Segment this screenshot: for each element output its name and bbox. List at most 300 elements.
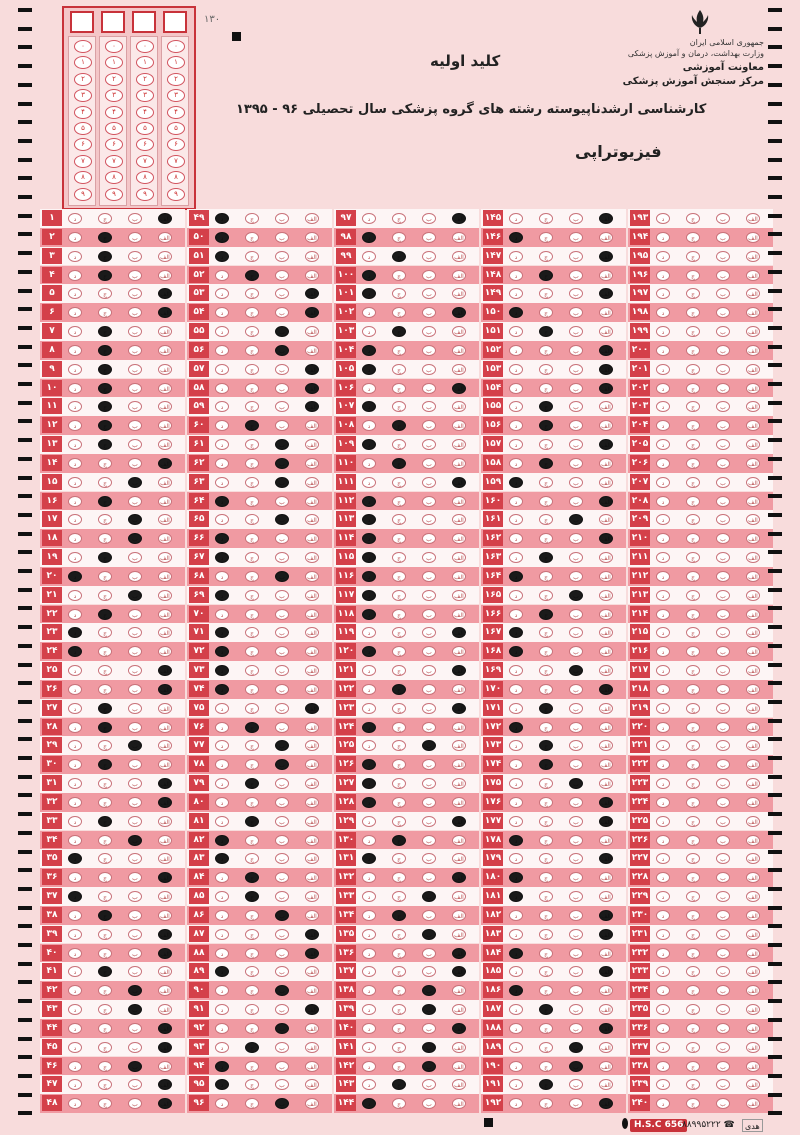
answer-bubble[interactable]: ج [98,514,112,525]
answer-bubble[interactable]: ج [392,552,406,563]
answer-bubble[interactable]: د [362,665,376,676]
answer-bubble[interactable]: د [509,270,523,281]
answer-bubble[interactable]: الف [305,853,319,864]
answer-bubble[interactable]: د [509,458,523,469]
answer-bubble[interactable]: الف [158,533,172,544]
answer-bubble[interactable]: الف [305,684,319,695]
answer-bubble[interactable]: ب [569,853,583,864]
answer-bubble[interactable]: ب [275,646,289,657]
answer-bubble[interactable]: الف [158,646,172,657]
answer-bubble[interactable]: د [656,401,670,412]
answer-bubble[interactable]: ج [392,759,406,770]
code-digit-bubble[interactable]: ۴ [105,106,123,119]
answer-bubble[interactable]: ج [539,872,553,883]
answer-bubble[interactable]: ج [539,835,553,846]
answer-bubble[interactable]: الف [305,213,319,224]
answer-bubble[interactable]: د [68,552,82,563]
answer-bubble[interactable]: ج [245,684,259,695]
answer-bubble[interactable]: الف [599,514,613,525]
answer-bubble[interactable]: الف [452,420,466,431]
answer-bubble[interactable]: د [509,703,523,714]
code-digit-bubble[interactable]: ۶ [167,138,185,151]
answer-bubble[interactable]: د [68,288,82,299]
answer-bubble[interactable]: ب [569,627,583,638]
answer-bubble[interactable]: ب [128,948,142,959]
code-digit-bubble[interactable]: ۳ [167,89,185,102]
answer-bubble[interactable]: د [656,213,670,224]
answer-bubble[interactable]: ج [392,966,406,977]
answer-bubble[interactable]: ب [569,552,583,563]
answer-bubble[interactable]: د [656,1004,670,1015]
code-digit-bubble[interactable]: ۲ [105,73,123,86]
answer-bubble[interactable]: د [509,496,523,507]
answer-bubble[interactable]: ب [275,571,289,582]
answer-bubble[interactable]: ب [422,477,436,488]
answer-bubble[interactable]: ب [422,571,436,582]
answer-bubble[interactable]: د [215,345,229,356]
answer-bubble[interactable]: ب [716,213,730,224]
answer-bubble[interactable]: الف [305,458,319,469]
answer-bubble[interactable]: د [656,609,670,620]
answer-bubble[interactable]: د [656,288,670,299]
answer-bubble[interactable]: ج [98,533,112,544]
answer-bubble[interactable]: ج [686,533,700,544]
answer-bubble[interactable]: ج [245,401,259,412]
answer-bubble[interactable]: د [509,929,523,940]
answer-bubble[interactable]: ب [128,627,142,638]
answer-bubble[interactable]: ب [569,778,583,789]
answer-bubble[interactable]: ب [716,1061,730,1072]
answer-bubble[interactable]: الف [305,948,319,959]
answer-bubble[interactable]: ج [539,383,553,394]
answer-bubble[interactable]: د [362,364,376,375]
answer-bubble[interactable]: الف [746,383,760,394]
answer-bubble[interactable]: ب [716,477,730,488]
answer-bubble[interactable]: ج [98,797,112,808]
answer-bubble[interactable]: الف [305,383,319,394]
answer-bubble[interactable]: ب [569,364,583,375]
answer-bubble[interactable]: ب [716,703,730,714]
answer-bubble[interactable]: د [656,816,670,827]
answer-bubble[interactable]: ج [686,609,700,620]
answer-bubble[interactable]: ب [128,213,142,224]
answer-bubble[interactable]: د [509,326,523,337]
answer-bubble[interactable]: ب [716,1042,730,1053]
answer-bubble[interactable]: د [362,571,376,582]
answer-bubble[interactable]: ب [569,1042,583,1053]
answer-bubble[interactable]: الف [305,1061,319,1072]
answer-bubble[interactable]: ب [275,383,289,394]
answer-bubble[interactable]: ج [392,609,406,620]
answer-bubble[interactable]: د [509,232,523,243]
answer-bubble[interactable]: ج [392,514,406,525]
answer-bubble[interactable]: د [656,439,670,450]
code-digit-bubble[interactable]: ۰ [136,40,154,53]
answer-bubble[interactable]: د [656,571,670,582]
answer-bubble[interactable]: د [68,797,82,808]
answer-bubble[interactable]: ب [128,759,142,770]
answer-bubble[interactable]: د [656,552,670,563]
answer-bubble[interactable]: ب [422,985,436,996]
answer-bubble[interactable]: ج [245,496,259,507]
answer-bubble[interactable]: ب [716,740,730,751]
answer-bubble[interactable]: ج [98,307,112,318]
answer-bubble[interactable]: د [215,703,229,714]
answer-bubble[interactable]: د [362,816,376,827]
answer-bubble[interactable]: ب [275,1079,289,1090]
answer-bubble[interactable]: د [68,816,82,827]
answer-bubble[interactable]: ج [539,797,553,808]
answer-bubble[interactable]: ب [569,496,583,507]
answer-bubble[interactable]: الف [158,213,172,224]
answer-bubble[interactable]: د [215,496,229,507]
answer-bubble[interactable]: ب [275,270,289,281]
answer-bubble[interactable]: د [362,910,376,921]
answer-bubble[interactable]: ج [245,514,259,525]
answer-bubble[interactable]: د [68,270,82,281]
answer-bubble[interactable]: ب [716,514,730,525]
answer-bubble[interactable]: ب [569,477,583,488]
answer-bubble[interactable]: ب [275,345,289,356]
answer-bubble[interactable]: ب [569,1023,583,1034]
answer-bubble[interactable]: الف [452,609,466,620]
answer-bubble[interactable]: د [656,1042,670,1053]
answer-bubble[interactable]: ج [245,891,259,902]
answer-bubble[interactable]: الف [305,910,319,921]
answer-bubble[interactable]: ج [98,722,112,733]
answer-bubble[interactable]: الف [599,552,613,563]
answer-bubble[interactable]: ج [686,1042,700,1053]
answer-bubble[interactable]: ج [245,364,259,375]
answer-bubble[interactable]: الف [158,1079,172,1090]
answer-bubble[interactable]: ب [275,1061,289,1072]
answer-bubble[interactable]: ج [539,948,553,959]
answer-bubble[interactable]: الف [305,609,319,620]
answer-bubble[interactable]: د [215,552,229,563]
answer-bubble[interactable]: ج [686,929,700,940]
code-digit-bubble[interactable]: ۳ [136,89,154,102]
answer-bubble[interactable]: الف [746,552,760,563]
answer-bubble[interactable]: الف [305,646,319,657]
answer-bubble[interactable]: ب [275,213,289,224]
answer-bubble[interactable]: الف [452,891,466,902]
code-digit-bubble[interactable]: ۹ [136,188,154,201]
answer-bubble[interactable]: ب [422,232,436,243]
answer-bubble[interactable]: ب [422,797,436,808]
answer-bubble[interactable]: ب [569,533,583,544]
answer-bubble[interactable]: د [215,797,229,808]
answer-bubble[interactable]: الف [452,232,466,243]
answer-bubble[interactable]: ب [716,496,730,507]
answer-bubble[interactable]: د [656,872,670,883]
answer-bubble[interactable]: د [656,759,670,770]
answer-bubble[interactable]: ج [539,345,553,356]
answer-bubble[interactable]: ج [539,759,553,770]
answer-bubble[interactable]: ج [539,891,553,902]
answer-bubble[interactable]: الف [305,232,319,243]
answer-bubble[interactable]: الف [305,985,319,996]
answer-bubble[interactable]: الف [158,740,172,751]
answer-bubble[interactable]: الف [599,966,613,977]
answer-bubble[interactable]: د [656,514,670,525]
answer-bubble[interactable]: د [362,590,376,601]
answer-bubble[interactable]: الف [599,251,613,262]
answer-bubble[interactable]: د [656,533,670,544]
code-digit-bubble[interactable]: ۱ [167,56,185,69]
answer-bubble[interactable]: ج [392,345,406,356]
answer-bubble[interactable]: ب [275,514,289,525]
answer-bubble[interactable]: ب [275,910,289,921]
answer-bubble[interactable]: ج [686,646,700,657]
answer-bubble[interactable]: د [68,835,82,846]
answer-bubble[interactable]: ج [98,948,112,959]
answer-bubble[interactable]: ب [716,307,730,318]
answer-bubble[interactable]: ب [128,288,142,299]
answer-bubble[interactable]: الف [452,1061,466,1072]
answer-bubble[interactable]: ب [422,646,436,657]
answer-bubble[interactable]: ب [422,496,436,507]
answer-bubble[interactable]: ب [422,326,436,337]
answer-bubble[interactable]: ب [275,929,289,940]
answer-bubble[interactable]: د [215,910,229,921]
answer-bubble[interactable]: الف [746,684,760,695]
answer-bubble[interactable]: ج [539,722,553,733]
answer-bubble[interactable]: ج [686,458,700,469]
answer-bubble[interactable]: ج [245,797,259,808]
answer-bubble[interactable]: ب [716,778,730,789]
answer-bubble[interactable]: ج [392,929,406,940]
answer-bubble[interactable]: ج [392,722,406,733]
answer-bubble[interactable]: د [509,665,523,676]
code-digit-box[interactable] [101,11,125,33]
answer-bubble[interactable]: الف [599,533,613,544]
answer-bubble[interactable]: د [68,684,82,695]
answer-bubble[interactable]: الف [599,1023,613,1034]
answer-bubble[interactable]: د [362,1079,376,1090]
answer-bubble[interactable]: ج [686,759,700,770]
answer-bubble[interactable]: ج [392,213,406,224]
answer-bubble[interactable]: الف [599,703,613,714]
answer-bubble[interactable]: د [68,627,82,638]
answer-bubble[interactable]: ب [569,232,583,243]
answer-bubble[interactable]: د [215,439,229,450]
answer-bubble[interactable]: د [68,1098,82,1109]
answer-bubble[interactable]: ب [422,307,436,318]
answer-bubble[interactable]: الف [158,872,172,883]
answer-bubble[interactable]: د [362,703,376,714]
code-digit-bubble[interactable]: ۰ [167,40,185,53]
code-digit-bubble[interactable]: ۸ [74,171,92,184]
answer-bubble[interactable]: الف [746,307,760,318]
answer-bubble[interactable]: ب [569,665,583,676]
answer-bubble[interactable]: د [362,552,376,563]
answer-bubble[interactable]: الف [305,1098,319,1109]
answer-bubble[interactable]: الف [599,778,613,789]
answer-bubble[interactable]: الف [746,533,760,544]
answer-bubble[interactable]: ج [98,665,112,676]
answer-bubble[interactable]: ب [422,213,436,224]
answer-bubble[interactable]: ج [98,609,112,620]
answer-bubble[interactable]: الف [452,477,466,488]
answer-bubble[interactable]: ج [392,288,406,299]
answer-bubble[interactable]: د [215,571,229,582]
answer-bubble[interactable]: ج [539,703,553,714]
answer-bubble[interactable]: ج [392,533,406,544]
answer-bubble[interactable]: الف [158,477,172,488]
answer-bubble[interactable]: ج [245,326,259,337]
answer-bubble[interactable]: ب [716,816,730,827]
answer-bubble[interactable]: الف [452,816,466,827]
answer-bubble[interactable]: الف [305,703,319,714]
answer-bubble[interactable]: ب [716,929,730,940]
answer-bubble[interactable]: ج [98,552,112,563]
answer-bubble[interactable]: الف [158,345,172,356]
answer-bubble[interactable]: د [68,1004,82,1015]
answer-bubble[interactable]: د [509,778,523,789]
answer-bubble[interactable]: د [509,985,523,996]
answer-bubble[interactable]: ب [275,458,289,469]
answer-bubble[interactable]: الف [746,740,760,751]
answer-bubble[interactable]: الف [746,797,760,808]
answer-bubble[interactable]: د [509,684,523,695]
answer-bubble[interactable]: د [656,345,670,356]
answer-bubble[interactable]: الف [305,966,319,977]
answer-bubble[interactable]: د [509,571,523,582]
answer-bubble[interactable]: د [215,627,229,638]
answer-bubble[interactable]: ج [98,966,112,977]
answer-bubble[interactable]: ب [422,929,436,940]
answer-bubble[interactable]: الف [452,590,466,601]
answer-bubble[interactable]: الف [452,496,466,507]
answer-bubble[interactable]: الف [305,797,319,808]
answer-bubble[interactable]: د [68,966,82,977]
answer-bubble[interactable]: د [656,627,670,638]
answer-bubble[interactable]: ب [716,345,730,356]
answer-bubble[interactable]: الف [305,722,319,733]
answer-bubble[interactable]: ب [422,759,436,770]
answer-bubble[interactable]: الف [452,1042,466,1053]
answer-bubble[interactable]: د [68,703,82,714]
answer-bubble[interactable]: ب [275,1004,289,1015]
answer-bubble[interactable]: ج [245,703,259,714]
answer-bubble[interactable]: ج [686,514,700,525]
answer-bubble[interactable]: د [68,665,82,676]
answer-bubble[interactable]: ج [392,270,406,281]
answer-bubble[interactable]: الف [158,590,172,601]
answer-bubble[interactable]: الف [452,213,466,224]
answer-bubble[interactable]: د [362,966,376,977]
answer-bubble[interactable]: الف [158,307,172,318]
answer-bubble[interactable]: د [362,439,376,450]
answer-bubble[interactable]: الف [305,477,319,488]
answer-bubble[interactable]: الف [746,420,760,431]
answer-bubble[interactable]: الف [305,288,319,299]
code-digit-bubble[interactable]: ۲ [136,73,154,86]
answer-bubble[interactable]: ج [686,288,700,299]
answer-bubble[interactable]: ج [392,646,406,657]
answer-bubble[interactable]: ج [392,1079,406,1090]
answer-bubble[interactable]: الف [305,345,319,356]
answer-bubble[interactable]: د [215,778,229,789]
answer-bubble[interactable]: ج [686,1061,700,1072]
answer-bubble[interactable]: د [362,722,376,733]
answer-bubble[interactable]: ب [128,646,142,657]
answer-bubble[interactable]: ب [716,646,730,657]
answer-bubble[interactable]: الف [158,722,172,733]
answer-bubble[interactable]: الف [746,759,760,770]
answer-bubble[interactable]: د [68,383,82,394]
answer-bubble[interactable]: د [362,345,376,356]
answer-bubble[interactable]: ج [392,232,406,243]
answer-bubble[interactable]: د [215,232,229,243]
answer-bubble[interactable]: د [68,740,82,751]
answer-bubble[interactable]: د [656,797,670,808]
answer-bubble[interactable]: ب [275,740,289,751]
answer-bubble[interactable]: الف [599,910,613,921]
code-digit-bubble[interactable]: ۴ [74,106,92,119]
answer-bubble[interactable]: ب [422,609,436,620]
answer-bubble[interactable]: ب [275,1098,289,1109]
answer-bubble[interactable]: ج [392,458,406,469]
answer-bubble[interactable]: الف [158,383,172,394]
answer-bubble[interactable]: د [215,665,229,676]
answer-bubble[interactable]: ب [716,458,730,469]
answer-bubble[interactable]: الف [452,514,466,525]
answer-bubble[interactable]: ج [245,288,259,299]
answer-bubble[interactable]: د [215,288,229,299]
answer-bubble[interactable]: الف [305,1023,319,1034]
answer-bubble[interactable]: الف [452,439,466,450]
answer-bubble[interactable]: ج [539,646,553,657]
answer-bubble[interactable]: ب [422,853,436,864]
answer-bubble[interactable]: ب [569,590,583,601]
answer-bubble[interactable]: الف [746,1079,760,1090]
answer-bubble[interactable]: ب [128,853,142,864]
answer-bubble[interactable]: ج [539,778,553,789]
answer-bubble[interactable]: ب [422,684,436,695]
answer-bubble[interactable]: الف [452,853,466,864]
answer-bubble[interactable]: ج [98,816,112,827]
answer-bubble[interactable]: ب [275,477,289,488]
answer-bubble[interactable]: ج [539,929,553,940]
answer-bubble[interactable]: ج [686,684,700,695]
answer-bubble[interactable]: ج [245,270,259,281]
answer-bubble[interactable]: ج [245,853,259,864]
answer-bubble[interactable]: د [215,1079,229,1090]
answer-bubble[interactable]: ج [539,288,553,299]
answer-bubble[interactable]: ب [422,816,436,827]
answer-bubble[interactable]: ج [245,1079,259,1090]
answer-bubble[interactable]: ب [128,665,142,676]
answer-bubble[interactable]: د [509,345,523,356]
answer-bubble[interactable]: ب [716,383,730,394]
code-digit-bubble[interactable]: ۶ [136,138,154,151]
answer-bubble[interactable]: الف [599,797,613,808]
answer-bubble[interactable]: الف [746,270,760,281]
answer-bubble[interactable]: ب [569,326,583,337]
answer-bubble[interactable]: الف [599,307,613,318]
answer-bubble[interactable]: الف [158,778,172,789]
answer-bubble[interactable]: ب [275,590,289,601]
answer-bubble[interactable]: ب [422,420,436,431]
answer-bubble[interactable]: ج [392,326,406,337]
answer-bubble[interactable]: الف [158,496,172,507]
answer-bubble[interactable]: ج [392,627,406,638]
answer-bubble[interactable]: ب [716,665,730,676]
answer-bubble[interactable]: د [509,514,523,525]
answer-bubble[interactable]: ج [245,872,259,883]
answer-bubble[interactable]: ب [716,891,730,902]
